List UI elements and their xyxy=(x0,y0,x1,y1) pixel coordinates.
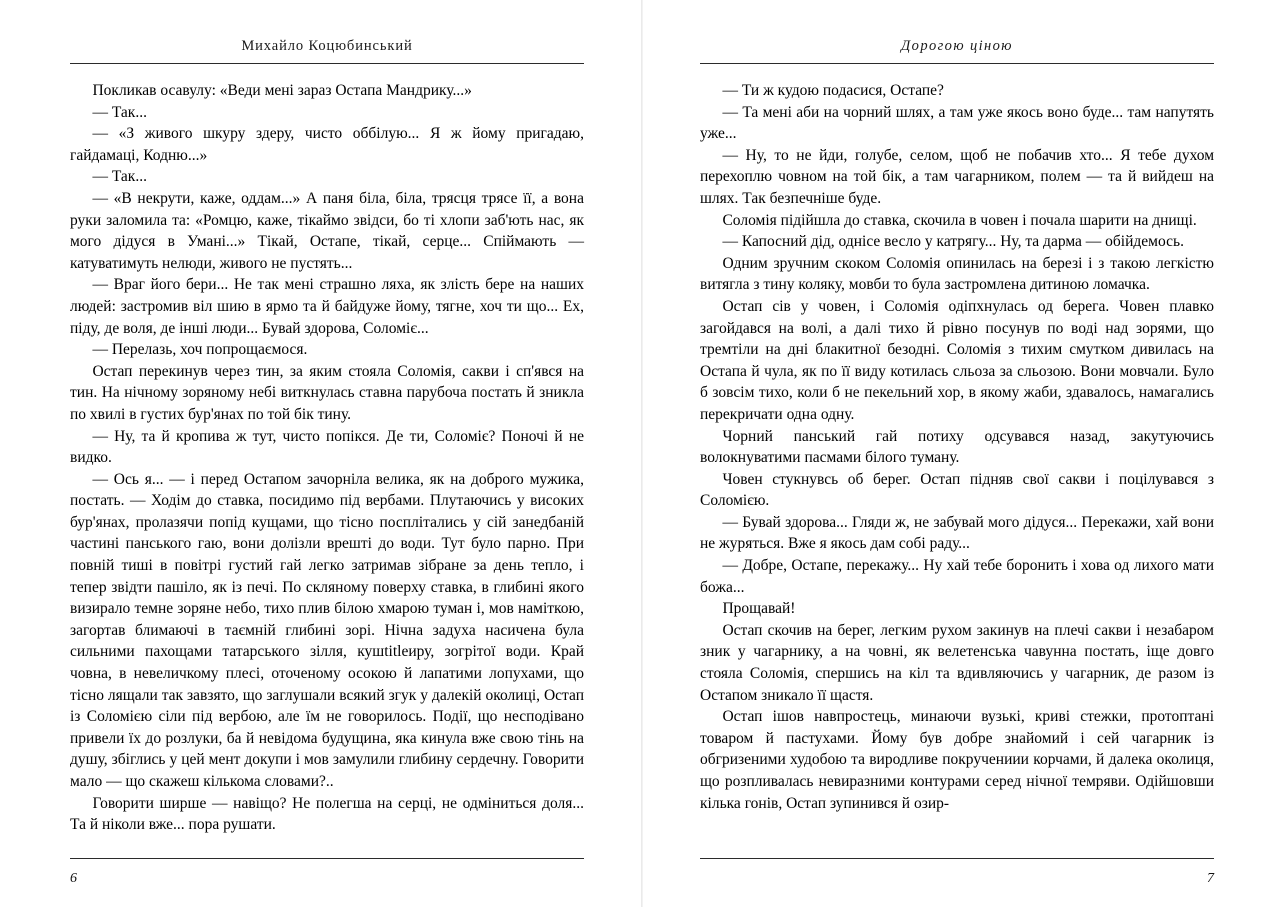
paragraph: Човен стукнувсь об берег. Остап підняв свої сакви і поцілувався з Соломією. xyxy=(700,470,1214,510)
left-running-head: Михайло Коцюбинський xyxy=(241,38,413,54)
right-header-rule xyxy=(700,63,1214,64)
paragraph: — «В некрути, каже, оддам...» А паня біла, біла, трясця трясе її, а вона руки заломила та: «Ромцю, каже, тікаймо звідси, бо ті хлопи заб'ють нас, як мого дідуся в Умані...» Тікай, Остапе, тікай, серце... Спіймають — катуватимуть нелюди, живого не пустять... xyxy=(70,189,584,272)
left-footer-rule xyxy=(70,858,584,859)
left-page-number: 6 xyxy=(70,871,77,886)
right-page-number: 7 xyxy=(1207,871,1214,886)
paragraph: Прощавай! xyxy=(722,600,796,618)
right-running-head: Дорогою ціною xyxy=(901,38,1013,54)
paragraph: — Враг його бери... Не так мені страшно ляха, як злість бере на наших людей: застромив віл шию в ярмо та й байдуже йому, тягне, хоч ти що... Ех, піду, де воля, де інші люди... Бувай здорова, Соломіє... xyxy=(70,276,584,337)
paragraph: Соломія підійшла до ставка, скочила в човен і почала шарити на днищі. xyxy=(722,211,1197,229)
paragraph: — Та мені аби на чорний шлях, а там уже якось воно буде... там напутять уже... xyxy=(700,103,1214,143)
paragraph: Остап скочив на берег, легким рухом закинув на плечі сакви і незабаром зник у чагарнику, а на човні, як велетенська чавунна постать, іще довго стояла Соломія, спершись на кіл та вдивляючись у чагарник, де разом із Остапом зникало її щастя. xyxy=(700,621,1214,704)
paragraph: Чорний панський гай потиху одсувався назад, закутуючись волокнуватими пасмами білого туману. xyxy=(700,427,1214,467)
right-page xyxy=(642,0,1284,907)
paragraph: — Ось я... — і перед Остапом зачорніла велика, як на доброго мужика, постать. — Ходім до ставка, посидимо під вербами. Плутаючись у високих бур'янах, пролазячи попід кущами, що тісно посплітались у сій занедбаній частині панського гаю, вони долізли врешті до води. Тут було парно. При повній тиші в повітрі густий гай легко затримав зібране за день тепло, і тепер звідти пашіло, як із печі. По скляному поверху ставка, в глибині якого визирало темне зоряне небо, тихо плив білою хмарою туман і, мов наміткою, загортав блимаючі в таємній глибині зорі. Нічна задуха насичена була сильними пахощами татарського зілля, кушtitleиру, зогрітої води. Край човна, в невеличкому плесі, оточеному осокою й лапатими лопухами, що тісно лящали так завзято, що заглушали всякий згук у далекій околиці, Остап із Соломією сіли під вербою, але їм не говорилось. Події, що несподівано привели їх до розлуки, ба й невідома будущина, яка кинула вже свою тінь на душу, збіглись у цей мент докупи і мов замулили глибину сердечну. Говорити мало — що скажеш кількома словами?.. xyxy=(70,470,584,790)
paragraph: Остап перекинув через тин, за яким стояла Соломія, сакви і сп'явся на тин. На нічному зоряному небі виткнулась ставна парубоча постать й зникла по хвилі в густих бур'янах по той бік тину. xyxy=(70,362,584,423)
paragraph: — Капосний дід, однісе весло у катрягу... Ну, та дарма — обійдемось. xyxy=(722,233,1184,251)
right-footer-rule xyxy=(700,858,1214,859)
paragraph: — «З живого шкуру здеру, чисто оббілую... Я ж йому пригадаю, гайдамаці, Кодню...» xyxy=(70,125,584,164)
paragraph: — Ну, та й кропива ж тут, чисто попікся. Де ти, Соломіє? Поночі й не видко. xyxy=(70,427,584,467)
paragraph: Одним зручним скоком Соломія опинилась на березі і з такою легкістю витягла з тину коляку, мовби то була застромлена дитиною ломачка. xyxy=(700,254,1214,294)
paragraph: Покликав осавулу: «Веди мені зараз Остапа Мандрику...» xyxy=(92,82,472,99)
paragraph: Говорити ширше — навіщо? Не полегша на серці, не одміниться доля... Та й ніколи вже... пора рушати. xyxy=(70,794,584,834)
paragraph: — Перелазь, хоч попрощаємося. xyxy=(92,341,308,359)
left-header-rule xyxy=(70,63,584,64)
paragraph: — Бувай здорова... Гляди ж, не забувай мого дідуся... Перекажи, хай вони не журяться. Вже я якось дам собі раду... xyxy=(700,513,1214,553)
left-body-text xyxy=(70,80,584,836)
right-page-content xyxy=(700,38,1214,867)
paragraph: — Так... xyxy=(92,103,147,121)
paragraph: — Добре, Остапе, перекажу... Ну хай тебе боронить і хова од лихого мати божа... xyxy=(700,557,1214,596)
paragraph: — Ти ж кудою подасися, Остапе? xyxy=(722,82,944,99)
paragraph: Остап сів у човен, і Соломія одіпхнулась од берега. Човен плавко загойдався на волі, а далі тихо й рівно посунув по воді над зорями, що тремтіли на дні блакитної безодні. Соломія з тихим смутком дивилась на Остапа й чула, як по її виду котилась сльоза за сльозою. Вони мовчали. Було б зовсім тихо, коли б не пекельний хор, в якому жаби, здавалось, намагались перекричати одна одну. xyxy=(700,297,1214,423)
paragraph: — Так... xyxy=(92,168,147,186)
paragraph: — Ну, то не йди, голубе, селом, щоб не побачив хто... Я тебе духом перехоплю човном на той бік, а там чагарником, полем — та й вийдеш на шлях. Так безпечніше буде. xyxy=(700,146,1214,207)
paragraph: Остап ішов навпростець, минаючи вузькі, криві стежки, протоптані товаром й пастухами. Йому був добре знайомий і сей чагарник із обгризеними худобою та виродливе покручениии корчами, й далека околиця, що розпливалась невиразними контурами серед нічної темряви. Одійшовши кілька гонів, Остап зупинився й озир- xyxy=(700,708,1214,812)
right-body-text xyxy=(700,80,1214,814)
left-page-content xyxy=(70,38,584,867)
